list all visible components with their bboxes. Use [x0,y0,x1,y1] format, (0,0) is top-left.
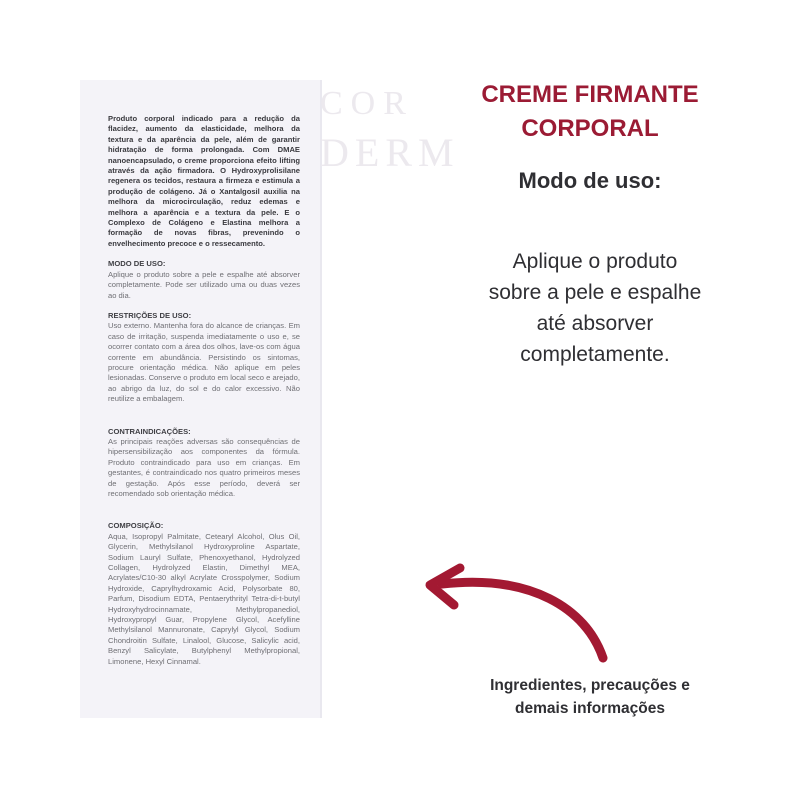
label-restricoes-heading: RESTRIÇÕES DE USO: [108,310,192,320]
usage-line-2: sobre a pele e espalhe [488,281,702,304]
curved-arrow-left-icon [420,560,620,670]
watermark-line-2: DERM [320,130,460,175]
usage-line-1: Aplique o produto [512,250,678,273]
product-title [440,78,740,146]
label-modo-text: Aplique o produto sobre a pele e espalhe até absorver completamente. Pode ser utilizado uma ou duas vezes ao dia. [108,269,300,300]
label-comp-text: Aqua, Isopropyl Palmitate, Cetearyl Alcohol, Olus Oil, Glycerin, Methylsilanol Hydroxyproline Aspartate, Sodium Lauryl Sulfate, Phenoxyethanol, Hydrolyzed Collagen, Hydrolyzed Elastin, Dimethyl MEA, Acrylates/C10-30 alkyl Acrylate Crosspolymer, Sodium Hydroxide, Caprylhydroxamic Acid, Polysorbate 80, Parfum, Disodium EDTA, Pentaerythrityl Tetra-di-t-butyl Hydroxyhydrocinnamate, Methylpropanediol, Hydroxypropyl Guar, Propylene Glycol, Acefylline Methylsilanol Mannuronate, Caprylyl Glycol, Sodium Chondroitin Sulfate, Linalool, Glucose, Salicylic acid, Benzyl Salicylate, Butylphenyl Methylpropional, Limonene, Hexyl Cinnamal. [108,531,300,666]
label-contra-text: As principais reações adversas são consequências de hipersensibilização aos componentes da fórmula. Produto contraindicado para uso em crianças. Em gestantes, é contraindicado nos quatro primeiros meses de gestação. Após esse período, deverá ser recomendado sob orientação médica. [108,436,300,498]
usage-line-4: completamente. [520,343,670,366]
caption-line-1: Ingredientes, precauções e [490,677,690,694]
caption-line-2: demais informações [515,700,665,717]
usage-line-3: até absorver [536,312,654,335]
label-contra-heading: CONTRAINDICAÇÕES: [108,426,191,436]
label-text-block [108,114,300,667]
product-title-line-1: CREME FIRMANTE [481,81,699,108]
usage-heading: Modo de uso: [518,168,662,193]
watermark-line-1: COR [320,85,414,122]
usage-instructions [450,246,740,370]
label-modo-heading: MODO DE USO: [108,259,166,269]
caption [440,674,740,720]
label-restricoes-text: Uso externo. Mantenha fora do alcance de crianças. Em caso de irritação, suspenda imediatamente o uso e, se ocorrer contato com a área dos olhos, lave-os com água corrente em abundância. Persistindo os sintomas, procure orientação médica. Não aplique em peles lesionadas. Conserve o produto em local seco e arejado, ao abrigo da luz, do sol e do calor excessivo. Não reutilize a embalagem. [108,321,300,404]
product-title-line-2: CORPORAL [521,115,659,142]
label-intro: Produto corporal indicado para a redução da flacidez, aumento da elasticidade, melhora da textura e da aparência da pele, além de garantir hidratação de forma prolongada. Com DMAE nanoencapsulado, o creme proporciona efeito lifting através da ação firmadora. O Hydroxyprolisilane regenera os tecidos, restaura a firmeza e estimula a produção de colágeno. Já o Xantalgosil auxilia na melhora da microcirculação, reduz edemas e melhora a aparência e a textura da pele. E o Complexo de Colágeno e Elastina melhora a formação de novas fibras, prevenindo o envelhecimento precoce e o ressecamento. [108,114,300,248]
label-comp-heading: COMPOSIÇÃO: [108,521,164,531]
